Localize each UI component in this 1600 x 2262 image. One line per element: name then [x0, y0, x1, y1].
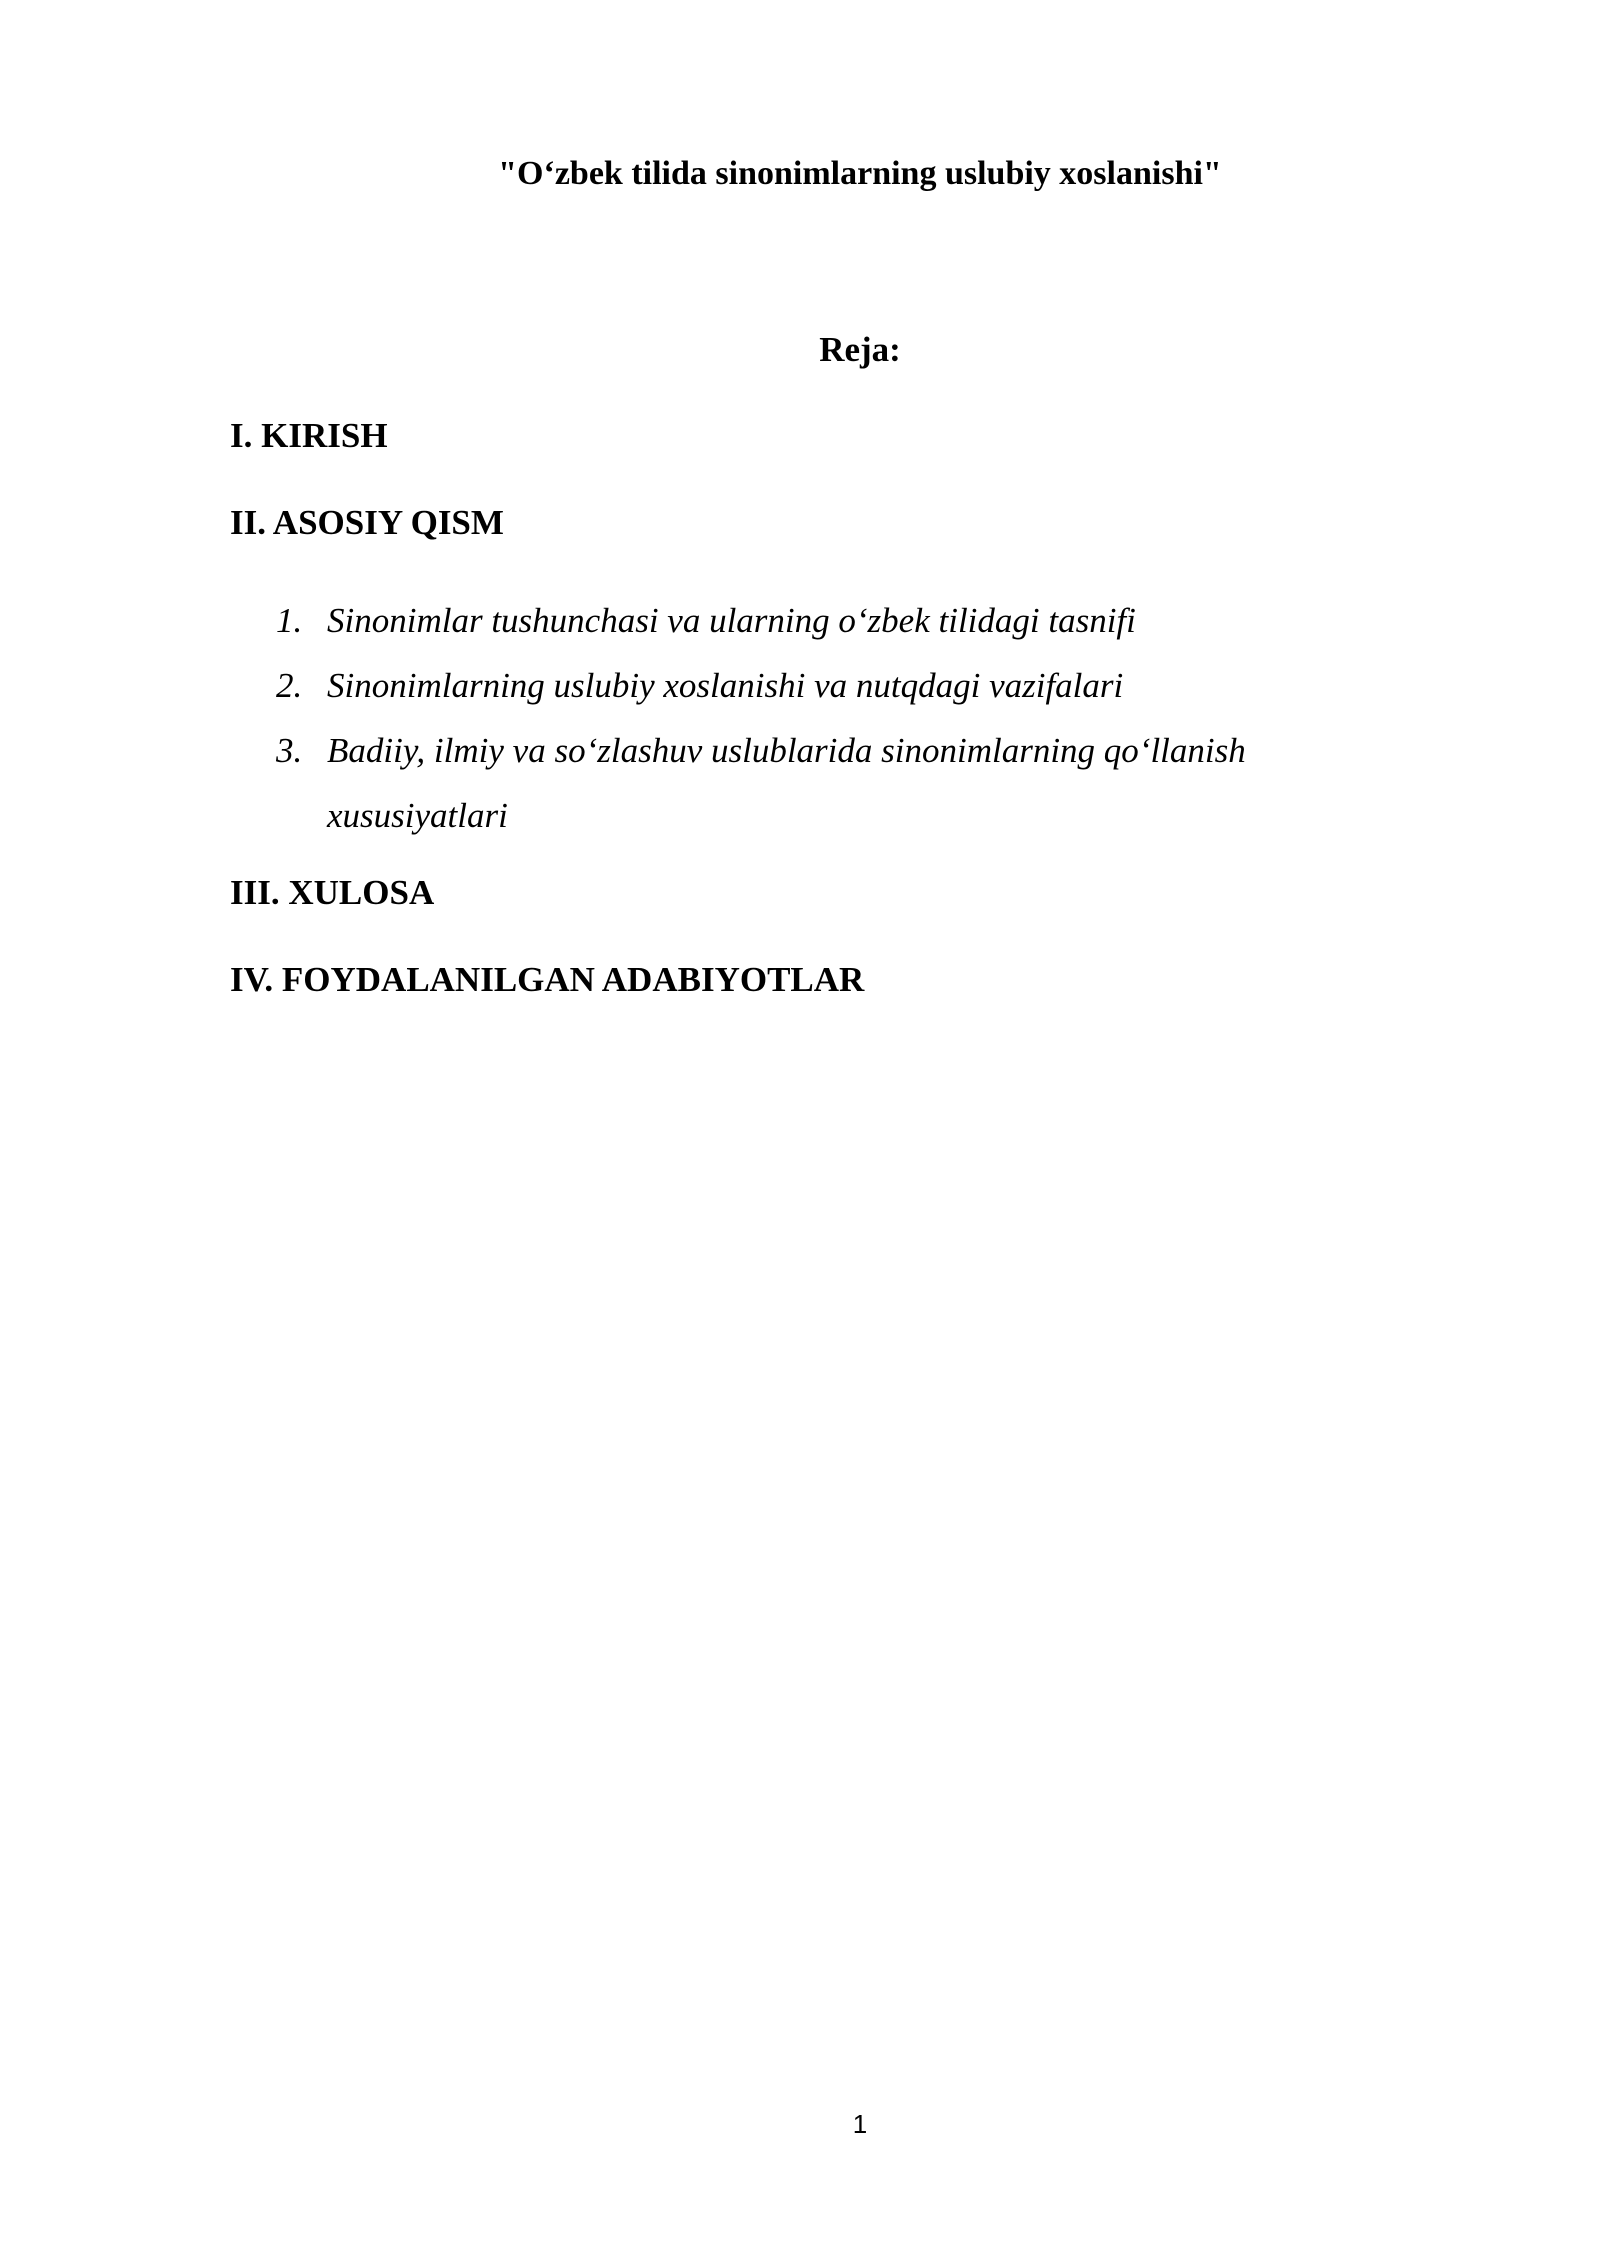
section-conclusion: III. XULOSA — [230, 873, 435, 912]
subsection-item — [230, 718, 1390, 848]
subsection-number: 3. — [276, 731, 303, 770]
plan-heading: Reja: — [819, 330, 901, 369]
subsection-text: Sinonimlar tushunchasi va ularning o‘zbek tilidagi tasnifi — [327, 601, 1136, 640]
section-main-part: II. ASOSIY QISM — [230, 503, 504, 542]
subsection-text: Badiiy, ilmiy va so‘zlashuv uslublarida sinonimlarning qo‘llanish xususiyatlari — [327, 731, 1246, 835]
main-part-subsections — [230, 588, 1390, 848]
page-number: 1 — [852, 2109, 868, 2139]
section-references: IV. FOYDALANILGAN ADABIYOTLAR — [230, 960, 865, 999]
subsection-text: Sinonimlarning uslubiy xoslanishi va nutqdagi vazifalari — [327, 666, 1124, 705]
subsection-item — [230, 653, 1390, 718]
subsection-number: 1. — [276, 601, 303, 640]
subsection-number: 2. — [276, 666, 303, 705]
section-introduction: I. KIRISH — [230, 416, 388, 455]
document-title: "O‘zbek tilida sinonimlarning uslubiy xoslanishi" — [498, 155, 1222, 192]
subsection-item — [230, 588, 1390, 653]
